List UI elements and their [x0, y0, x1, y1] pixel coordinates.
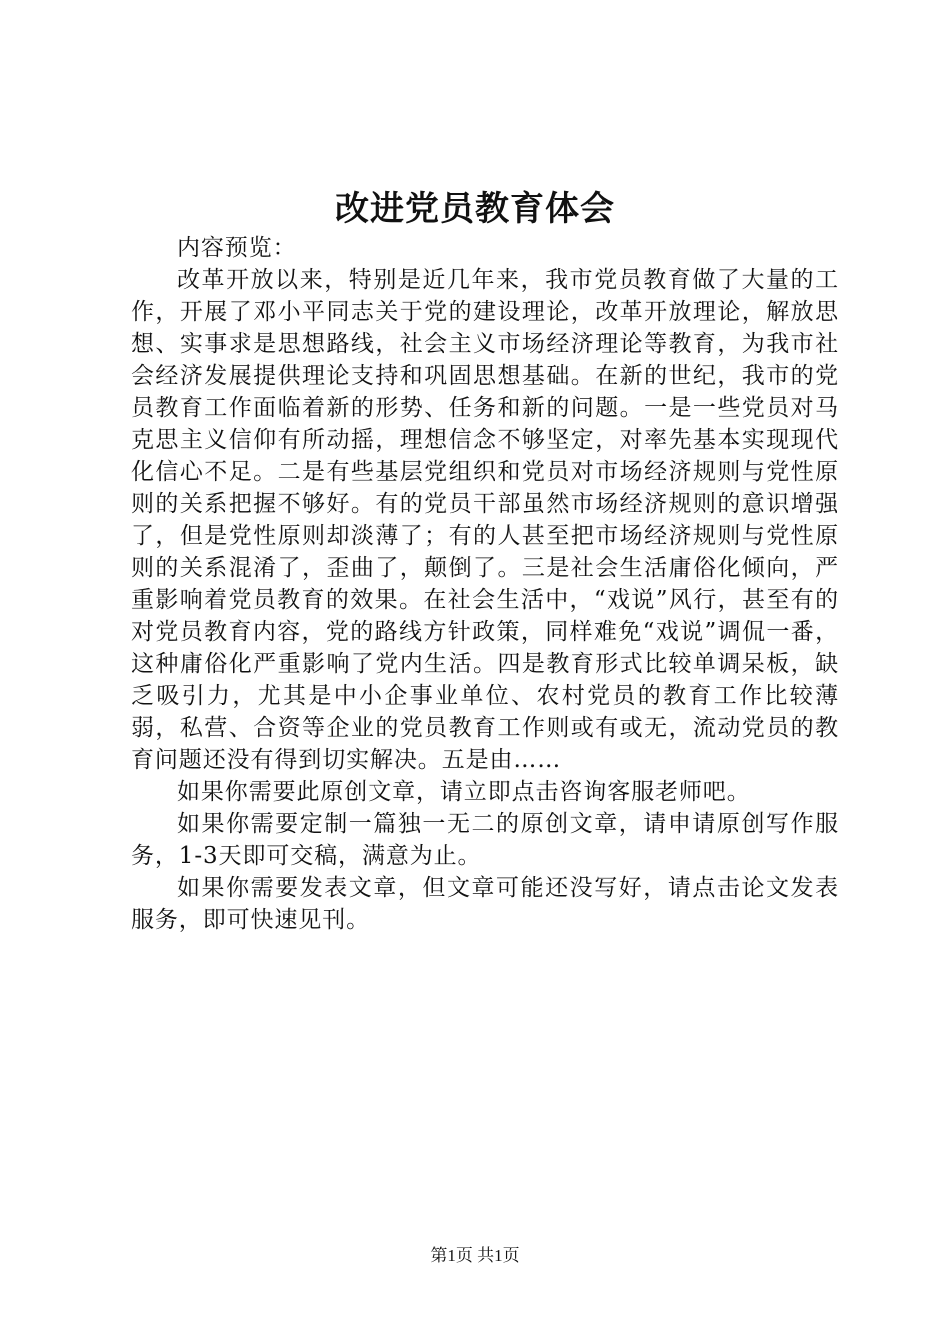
document-title: 改进党员教育体会 [335, 189, 615, 229]
contact-service-paragraph: 如果你需要此原创文章，请立即点击咨询客服老师吧。 [177, 779, 751, 805]
document-body [131, 232, 839, 936]
custom-writing-paragraph: 如果你需要定制一篇独一无二的原创文章，请申请原创写作服务，1-3天即可交稿，满意为止。 [131, 811, 839, 869]
page-number-footer: 第1页 共1页 [430, 1246, 520, 1265]
body-paragraph-main: 改革开放以来，特别是近几年来，我市党员教育做了大量的工作，开展了邓小平同志关于党的建设理论，改革开放理论，解放思想、实事求是思想路线，社会主义市场经济理论等教育，为我市社会经济发展提供理论支持和巩固思想基础。在新的世纪，我市的党员教育工作面临着新的形势、任务和新的问题。一是一些党员对马克思主义信仰有所动摇，理想信念不够坚定，对率先基本实现现代化信心不足。二是有些基层党组织和党员对市场经济规则与党性原则的关系把握不够好。有的党员干部虽然市场经济规则的意识增强了，但是党性原则却淡薄了；有的人甚至把市场经济规则与党性原则的关系混淆了，歪曲了，颠倒了。三是社会生活庸俗化倾向，严重影响着党员教育的效果。在社会生活中，“戏说”风行，甚至有的对党员教育内容，党的路线方针政策，同样难免“戏说”调侃一番，这种庸俗化严重影响了党内生活。四是教育形式比较单调呆板，缺乏吸引力，尤其是中小企事业单位、农村党员的教育工作比较薄弱，私营、合资等企业的党员教育工作则或有或无，流动党员的教育问题还没有得到切实解决。五是由…… [131, 267, 839, 773]
publish-service-paragraph: 如果你需要发表文章，但文章可能还没写好，请点击论文发表服务，即可快速见刊。 [131, 875, 839, 933]
preview-label: 内容预览： [177, 235, 297, 261]
